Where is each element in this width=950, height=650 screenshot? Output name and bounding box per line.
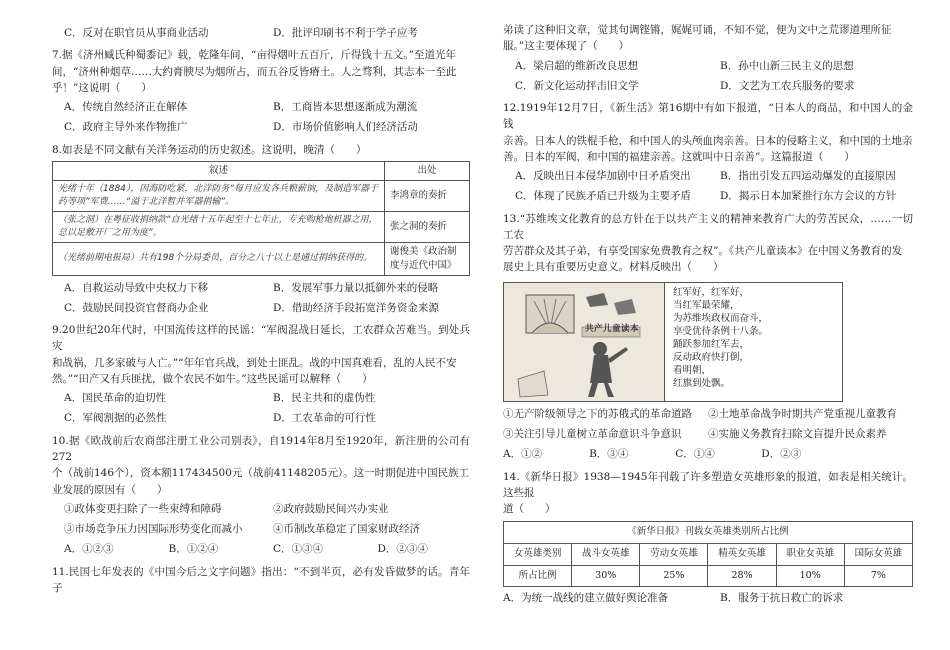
q10-statements-12 [52,501,470,517]
q8-header-narration: 叙述 [53,161,385,180]
question-8 [52,142,470,317]
q11-option-b[interactable]: B．孙中山新三民主义的思想 [720,59,854,72]
q11-option-c[interactable]: C．新文化运动抨击旧文学 [515,79,639,92]
q13-statement-3: ③关注引导儿童树立革命意识斗争意识 [503,427,682,440]
q10-option-b[interactable]: B．①②④ [168,543,219,556]
q7-option-d[interactable]: D．市场价值影响人们经济活动 [273,121,418,134]
q11-stem-cont [503,22,913,55]
q11-text: 民国七年发表的《中国今后之文字问题》指出：“不到半页，必有发昏做梦的话。青年子 [52,565,470,594]
poem-line: 看明朝， [673,365,712,377]
q14-ratio: 28% [708,565,776,587]
q9-options-ab [52,390,470,406]
q13-text-2: 劳苦群众及其子弟，有享受国家免费教育之权”。《共产儿童读本》在中国义务教育的发 [503,245,903,258]
q7-option-c[interactable]: C．政府主导外来作物推广 [64,121,188,134]
q14-row-head: 女英雄类别 [504,544,572,566]
question-14 [503,469,913,607]
q8-row3-narration: （光绪前期电报局）共有198个分局委员，百分之八十以上是通过捐纳获得的。 [53,243,385,276]
q10-option-d[interactable]: D．②③④ [377,543,428,556]
poster-illustration [504,283,664,401]
q7-options-ab [52,99,470,115]
left-column [52,22,470,599]
q9-text-1: 20世纪20年代时，中国流传这样的民谣：“军阀混战日延长，工农群众苦难当。到处兵灾 [52,324,470,353]
q14-ratio-head: 所占比例 [504,565,572,587]
q10-option-a[interactable]: A．①②③ [64,543,114,556]
q9-options-cd [52,410,470,426]
q13-statements-12 [503,406,913,422]
q14-ratio: 10% [776,565,844,587]
q12-text-3: 善。日本的军阀，和中国的福建亲善。这就叫中日亲善”。这篇报道（ ） [503,150,855,163]
q13-material-figure [503,282,843,402]
question-13 [503,211,913,463]
q13-option-a[interactable]: A．①② [503,448,543,461]
q14-ratio: 25% [640,565,708,587]
q9-text-2: 和战祸，几多家破与人亡。”“年年官兵战，到处土匪乱。战的中国真难看，乱的人民不安 [52,356,457,369]
q8-row1-source: 李鸿章的奏折 [385,180,470,211]
q12-options-ab [503,168,913,184]
children-reader-poster-image [504,283,665,401]
q12-stem [503,100,913,165]
q11-cont-1: 弟读了这种旧文章，觉其句调铿锵，娓娓可诵，不知不觉，便为文中之荒谬道理所征 [503,24,892,36]
q7-stem [52,47,470,96]
q14-category: 战斗女英雄 [572,544,640,566]
q12-number: 12. [503,102,520,115]
q8-stem [52,142,470,158]
q8-table [52,161,470,276]
question-9 [52,322,470,427]
q10-text-3: 业发展的原因有（ ） [52,483,168,496]
q12-option-d[interactable]: D．揭示日本加紧推行东方会议的方针 [720,190,897,203]
table-row [53,211,470,242]
q13-option-d[interactable]: D．②③ [761,448,802,461]
q14-table-title: 《新华日报》刊载女英雄类别所占比例 [504,522,913,544]
q8-option-b[interactable]: B．发展军事力量以抵御外来的侵略 [273,281,439,294]
q8-row3-source: 谢俊美《政治制度与近代中国》 [385,243,470,276]
q10-statement-3: ③市场竞争压力因国际形势变化而减小 [64,523,243,536]
q7-number: 7. [52,49,63,62]
q13-statement-4: ④实施义务教育扫除文盲提升民众素养 [708,427,887,440]
q12-options-cd [503,188,913,204]
q7-text-1: 据《济州臧氏种蜀黍记》载，乾隆年间，“亩得烟叶五百斤，斤得钱十五文。”至道光年 [62,49,457,62]
q11-number: 11. [52,565,69,578]
q9-number: 9. [52,324,63,337]
q8-option-a[interactable]: A．自救运动导致中央权力下移 [64,281,209,294]
q13-option-b[interactable]: B．③④ [589,448,629,461]
q7-option-a[interactable]: A．传统自然经济正在解体 [64,101,188,114]
q10-statement-4: ④币制改革稳定了国家财政经济 [273,523,420,536]
q13-statement-2: ②土地革命战争时期共产党重视儿童教育 [708,407,897,420]
poem-line: 享受优待条例十八条。 [673,326,769,338]
q12-text-2: 亲善。日本人的铁棍手枪，和中国人的头颅血肉亲善。日本的侵略主义，和中国的土地亲 [503,134,913,147]
q7-text-2: 间，“济州种烟草……大约膏腴尽为烟所占，而五谷反皆瘠土。人之骛利，其志本一至此 [52,65,457,78]
q8-table-header [53,161,470,180]
question-12 [503,100,913,205]
q10-number: 10. [52,434,69,447]
q11-cont-2: 服。”这主要体现了（ ） [503,40,630,53]
q8-row2-source: 张之洞的奏折 [385,211,470,242]
poem-line: 当红军最荣耀， [673,299,740,311]
q8-header-source: 出处 [385,161,470,180]
q10-stem [52,433,470,498]
q13-statement-1: ①无产阶级领导之下的苏俄式的革命道路 [503,407,692,420]
q10-statement-2: ②政府鼓励民间兴办实业 [273,502,389,515]
table-row [504,522,913,544]
poem-line: 红旗到处飘。 [673,378,731,390]
q9-option-d[interactable]: D．工农革命的可行性 [273,412,376,425]
q10-option-c[interactable]: C．①③④ [273,543,324,556]
q14-ratio: 30% [572,565,640,587]
q6-option-c[interactable]: C．反对在职官员从事商业活动 [64,27,209,39]
q14-option-a[interactable]: A．为统一战线的建立做好舆论准备 [503,592,669,605]
table-row [53,180,470,211]
q12-option-a[interactable]: A．反映出日本侵华加剧中日矛盾突出 [515,170,691,183]
q10-text-1: 据《欧战前后农商部注册工业公司别表》，自1914年8月至1920年，新注册的公司有272 [52,434,470,463]
q7-options-cd [52,119,470,135]
poem-line: 红军好，红军好， [673,286,750,298]
q11-option-a[interactable]: A．梁启超的维新改良思想 [515,59,639,72]
q13-statements-34 [503,426,913,442]
children-reader-poem [665,283,776,401]
question-11-cont [503,22,913,94]
q13-options [503,446,913,462]
q14-options-ab [503,590,913,606]
q12-option-b[interactable]: B．指出引发五四运动爆发的直接原因 [720,170,896,183]
q14-category: 职业女英雄 [776,544,844,566]
q11-options-ab [503,58,913,74]
q7-text-3: 乎！”这说明（ ） [52,81,152,94]
q6-options-cd [52,25,470,41]
q8-option-c[interactable]: C．鼓励民间投资官督商办企业 [64,301,209,314]
q14-text-2: 道（ ） [503,503,556,516]
q9-option-c[interactable]: C．军阀割据的必然性 [64,412,167,425]
q8-text: 如表是不同文献有关洋务运动的历史叙述。这说明，晚清（ ） [62,143,367,156]
q9-option-b[interactable]: B．民主共和的虚伪性 [273,392,376,405]
q8-row2-narration: （张之洞）在粤征收捐纳款“自光绪十五年起至十七年止，专充购枪炮机器之用，总以足敷开厂之用为度”。 [53,211,385,242]
question-7 [52,47,470,135]
q11-options-cd [503,78,913,94]
right-column [503,22,913,611]
q12-option-c[interactable]: C．体现了民族矛盾已升级为主要矛盾 [515,190,692,203]
q14-category: 劳动女英雄 [640,544,708,566]
q10-statements-34 [52,521,470,537]
q10-statement-1: ①政体变更扫除了一些束缚和障碍 [64,502,222,515]
question-10 [52,433,470,558]
q14-number: 14. [503,470,520,483]
q10-options [52,541,470,557]
q14-category: 国际女英雄 [844,544,912,566]
q13-stem [503,211,913,276]
q8-row1-narration: 光绪十年（1884），因海防吃紧，北洋防务“每月应发各兵粮薪饷，及制造军器于药等项”军费……“溢于北洋暂并军器捐输”。 [53,180,385,211]
q8-options-ab [52,280,470,296]
q13-text-3: 展史上具有重要历史意义。材料反映出（ ） [503,261,724,274]
q14-stem [503,469,913,518]
q10-text-2: 个（战前146个），资本额117434500元（战前41148205元）。这一时期促进中国民族工 [52,467,470,480]
q14-ratio: 7% [844,565,912,587]
q9-option-a[interactable]: A．国民革命的迫切性 [64,392,167,405]
q12-text-1: 1919年12月7日，《新生活》第16期中有如下报道，“日本人的商品，和中国人的金钱 [503,102,913,131]
q11-stem-start [52,564,470,597]
q13-text-1: “苏维埃文化教育的总方针在于以共产主义的精神来教育广大的劳苦民众，……一切工农 [503,212,913,241]
poem-line: 为苏维埃政权而奋斗， [673,312,769,324]
q8-number: 8. [52,143,63,156]
q9-text-3: 然。”“田产又有兵匪扰，做个农民不如牛。”这些民谣可以解释（ ） [52,372,373,385]
q13-option-c[interactable]: C．①④ [675,448,715,461]
q11-option-d[interactable]: D．文艺为工农兵服务的要求 [720,79,855,92]
q14-option-b[interactable]: B．服务于抗日救亡的诉求 [720,592,844,605]
q9-stem [52,322,470,387]
q8-option-d[interactable]: D．借助经济手段拓宽洋务资金来源 [273,301,439,314]
table-row [504,565,913,587]
q7-option-b[interactable]: B．工商皆本思想逐渐成为潮流 [273,101,418,114]
table-row [504,544,913,566]
q14-category: 精英女英雄 [708,544,776,566]
table-row [53,243,470,276]
q8-options-cd [52,300,470,316]
q6-option-d[interactable]: D．批评印刷书不利于学子应考 [273,27,418,39]
poem-line: 踊跃参加红军去， [673,339,750,351]
q13-number: 13. [503,212,520,225]
q14-table [503,521,913,587]
poster-caption: 共产儿童读本 [584,323,639,334]
poem-line: 反动政府快打倒， [673,352,750,364]
q14-text-1: 《新华日报》1938—1945年刊载了许多塑造女英雄形象的报道，如表是相关统计。这些报 [503,470,913,499]
